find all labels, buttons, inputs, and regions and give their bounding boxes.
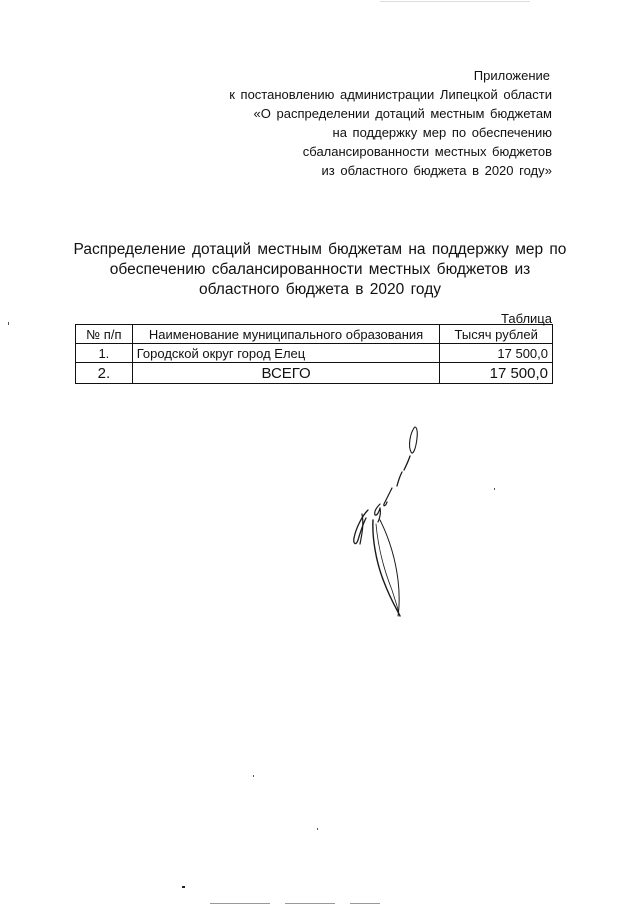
signature-stroke [397,472,402,486]
header-name: Наименование муниципального образования [132,325,440,344]
scan-speck [182,886,185,888]
scan-edge-mark [285,903,335,904]
title-line: обеспечению сбалансированности местных бюджетов из [109,261,531,278]
row-name: Городской округ город Елец [132,344,440,363]
title-line: областного бюджета в 2020 году [199,281,441,298]
appendix-line: сбалансированности местных бюджетов [302,144,552,159]
signature-stroke [380,520,399,616]
signature-stroke [410,427,418,453]
appendix-line: Приложение [473,68,550,83]
scan-speck [8,322,9,325]
scan-edge-mark [210,903,270,904]
table-total-row [76,363,553,384]
total-num: 2. [76,363,133,384]
header-sum: Тысяч рублей [440,325,553,344]
scan-speck [494,488,495,490]
appendix-line: на поддержку мер по обеспечению [332,125,552,140]
appendix-line: «О распределении дотаций местным бюджетам [253,106,552,121]
scan-speck [253,775,254,777]
appendix-line: к постановлению администрации Липецкой области [229,87,552,102]
appendix-header [132,66,552,180]
distribution-table [75,324,553,384]
signature-stroke [404,456,410,470]
total-sum: 17 500,0 [440,363,553,384]
document-title [60,240,580,300]
scan-edge-mark [350,903,380,904]
signature-stroke [375,504,381,522]
table-row [76,344,553,363]
row-sum: 17 500,0 [440,344,553,363]
total-name: ВСЕГО [132,363,440,384]
title-line: Распределение дотаций местным бюджетам на поддержку мер по [73,241,567,258]
scan-edge-mark [380,1,530,2]
handwritten-signature [340,420,430,620]
table-caption: Таблица [501,311,552,326]
scan-speck [317,828,318,830]
table-header-row [76,325,553,344]
appendix-line: из областного бюджета в 2020 году» [321,163,552,178]
row-num: 1. [76,344,133,363]
signature-stroke [384,488,392,506]
header-num: № п/п [76,325,133,344]
